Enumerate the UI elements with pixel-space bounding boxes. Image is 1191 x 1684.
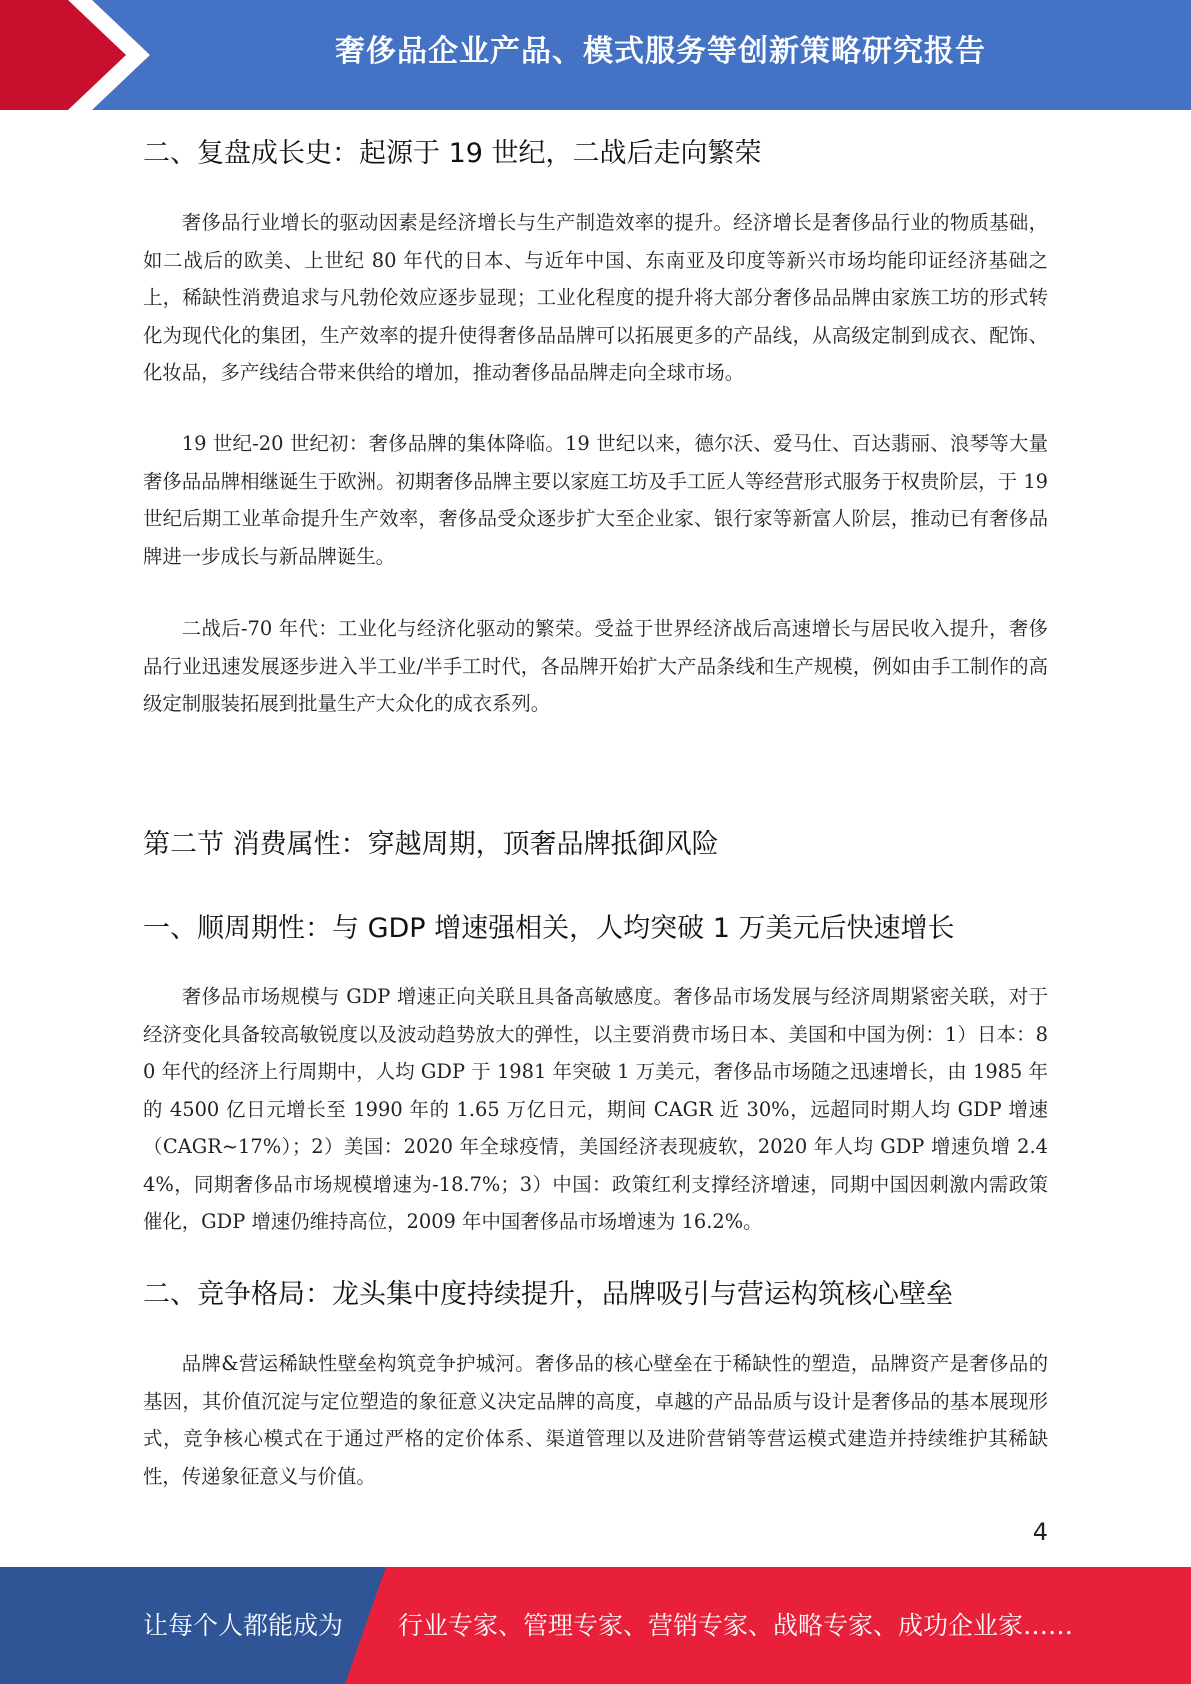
paragraph-gdp-correlation: 奢侈品市场规模与 GDP 增速正向关联且具备高敏感度。奢侈品市场发展与经济周期紧密关联，对于经济变化具备较高敏锐度以及波动趋势放大的弹性，以主要消费市场日本、美国和中国为例：1）日本：80 年代的经济上行周期中，人均 GDP 于 1981 年突破 1 万美元，奢侈品市场随之迅速增长，由 1985 年的 4500 亿日元增长至 1990 年的 1.65 万亿日元，期间 CAGR 近 30%，远超同时期人均 GDP 增速（CAGR~17%）；2）美国：2020 年全球疫情，美国经济表现疲软，2020 年人均 GDP 增速负增 2.44%，同期奢侈品市场规模增速为-18.7%；3）中国：政策红利支撑经济增速，同期中国因刺激内需政策催化，GDP 增速仍维持高位，2009 年中国奢侈品市场增速为 16.2%。: [143, 985, 1048, 1233]
header-arrow-icon: [0, 0, 150, 110]
paragraph-growth-drivers: 奢侈品行业增长的驱动因素是经济增长与生产制造效率的提升。经济增长是奢侈品行业的物质基础，如二战后的欧美、上世纪 80 年代的日本、与近年中国、东南亚及印度等新兴市场均能印证经济基础之上，稀缺性消费追求与凡勃伦效应逐步显现；工业化程度的提升将大部分奢侈品品牌由家族工坊的形式转化为现代化的集团，生产效率的提升使得奢侈品品牌可以拓展更多的产品线，从高级定制到成衣、配饰、化妆品，多产线结合带来供给的增加，推动奢侈品品牌走向全球市场。: [143, 211, 1048, 384]
section-heading-history: 二、复盘成长史：起源于 19 世纪，二战后走向繁荣: [143, 138, 762, 169]
footer-banner: [0, 1567, 1191, 1684]
paragraph-moat: 品牌&营运稀缺性壁垒构筑竞争护城河。奢侈品的核心壁垒在于稀缺性的塑造，品牌资产是奢侈品的基因，其价值沉淀与定位塑造的象征意义决定品牌的高度，卓越的产品品质与设计是奢侈品的基本展现形式，竞争核心模式在于通过严格的定价体系、渠道管理以及进阶营销等营运模式建造并持续维护其稀缺性，传递象征意义与价值。: [143, 1352, 1048, 1488]
header-banner: [0, 0, 1191, 110]
paragraph-post-war: 二战后-70 年代：工业化与经济化驱动的繁荣。受益于世界经济战后高速增长与居民收入提升，奢侈品行业迅速发展逐步进入半工业/半手工时代，各品牌开始扩大产品条线和生产规模，例如由手工制作的高级定制服装拓展到批量生产大众化的成衣系列。: [143, 617, 1048, 715]
section-heading-competition: 二、竞争格局：龙头集中度持续提升，品牌吸引与营运构筑核心壁垒: [143, 1279, 953, 1310]
footer-slogan-left: 让每个人都能成为: [143, 1611, 344, 1640]
page-number: 4: [1032, 1518, 1048, 1546]
footer-slogan-right: 行业专家、管理专家、营销专家、战略专家、成功企业家……: [398, 1611, 1074, 1640]
section-heading-procyclical: 一、顺周期性：与 GDP 增速强相关，人均突破 1 万美元后快速增长: [143, 913, 955, 944]
report-title: 奢侈品企业产品、模式服务等创新策略研究报告: [335, 34, 986, 69]
chapter-heading-consumption: 第二节 消费属性：穿越周期，顶奢品牌抵御风险: [143, 829, 719, 860]
paragraph-19th-century: 19 世纪-20 世纪初：奢侈品牌的集体降临。19 世纪以来，德尔沃、爱马仕、百达翡丽、浪琴等大量奢侈品品牌相继诞生于欧洲。初期奢侈品牌主要以家庭工坊及手工匠人等经营形式服务于权贵阶层，于 19 世纪后期工业革命提升生产效率，奢侈品受众逐步扩大至企业家、银行家等新富人阶层，推动已有奢侈品牌进一步成长与新品牌诞生。: [143, 432, 1048, 568]
